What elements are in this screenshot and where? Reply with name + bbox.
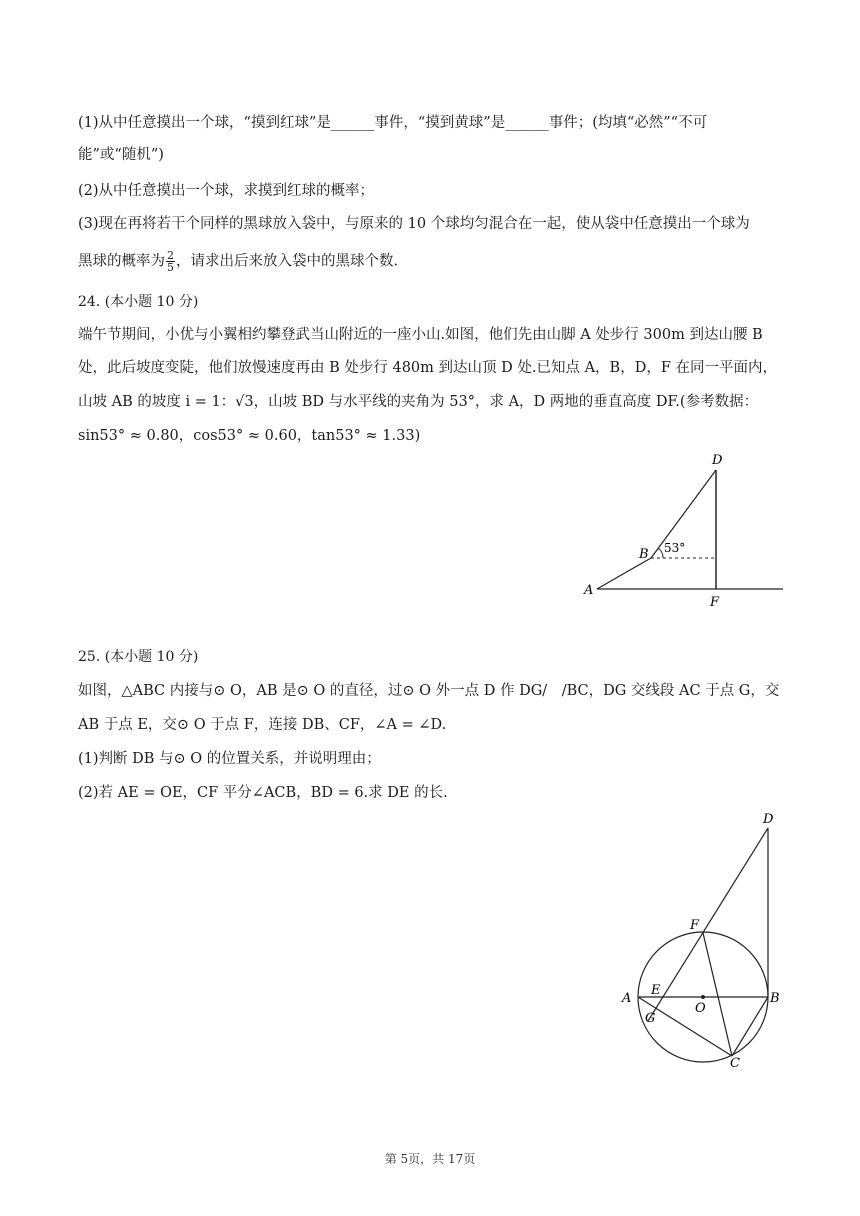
point-label-b: B bbox=[770, 991, 780, 1006]
point-label-e: E bbox=[651, 983, 661, 998]
fraction-two-fifths bbox=[166, 250, 175, 273]
fraction-denominator: 5 bbox=[167, 261, 174, 274]
q25-part1: (1)判断 DB 与⊙ O 的位置关系，并说明理由； bbox=[78, 751, 381, 767]
point-label-a: A bbox=[584, 583, 594, 598]
q23-part2: (2)从中任意摸出一个球，求摸到红球的概率； bbox=[78, 183, 375, 199]
q24-heading: 24. (本小题 10 分) bbox=[78, 294, 199, 310]
page-footer: 第 5页，共 17页 bbox=[384, 1152, 476, 1166]
q25-line2: AB 于点 E，交⊙ O 于点 F，连接 DB、CF，∠A = ∠D. bbox=[78, 717, 447, 733]
q23-part3-text-pre: 黑球的概率为 bbox=[78, 253, 165, 270]
q23-part1-line2: 能”或“随机”) bbox=[78, 147, 164, 163]
point-label-d: D bbox=[712, 453, 723, 468]
q25-line1: 如图，△ABC 内接与⊙ O，AB 是⊙ O 的直径，过⊙ O 外一点 D 作 DG/ /BC，DG 交线段 AC 于点 G，交 bbox=[78, 683, 780, 699]
q23-part3-line1: (3)现在再将若干个同样的黑球放入袋中，与原来的 10 个球均匀混合在一起，使从袋中任意摸出一个球为 bbox=[78, 216, 750, 232]
q24-line1: 端午节期间，小优与小翼相约攀登武当山附近的一座小山.如图，他们先由山脚 A 处步行 300m 到达山腰 B bbox=[78, 327, 763, 343]
q25-part2: (2)若 AE = OE，CF 平分∠ACB，BD = 6.求 DE 的长. bbox=[78, 785, 448, 801]
fraction-numerator: 2 bbox=[167, 249, 174, 262]
q23-part3-text-post: ，请求出后来放入袋中的黑球个数. bbox=[176, 253, 399, 270]
point-label-o: O bbox=[695, 1001, 706, 1016]
q23-part1-line1: (1)从中任意摸出一个球，“摸到红球”是______事件，“摸到黄球”是______事件；(均填“必然”“不可 bbox=[78, 115, 708, 131]
q23-part3-line2 bbox=[78, 250, 398, 273]
point-label-c: C bbox=[730, 1056, 740, 1071]
point-label-f: F bbox=[710, 595, 720, 610]
mountain-slope-figure bbox=[575, 448, 790, 613]
point-label-b: B bbox=[639, 547, 649, 562]
circle-geometry-figure bbox=[615, 808, 795, 1073]
point-label-d: D bbox=[763, 812, 774, 827]
q24-line3: 山坡 AB 的坡度 i = 1：√3，山坡 BD 与水平线的夹角为 53°，求 A，D 两地的垂直高度 DF.(参考数据： bbox=[78, 394, 759, 410]
q25-heading: 25. (本小题 10 分) bbox=[78, 649, 199, 665]
point-label-g: G bbox=[645, 1011, 656, 1026]
q24-line4: sin53° ≈ 0.80，cos53° ≈ 0.60，tan53° ≈ 1.33) bbox=[78, 428, 421, 444]
angle-label: 53° bbox=[664, 541, 686, 555]
point-label-f: F bbox=[690, 918, 700, 933]
point-label-a: A bbox=[622, 991, 632, 1006]
q24-line2: 处，此后坡度变陡，他们放慢速度再由 B 处步行 480m 到达山顶 D 处.已知点 A，B，D，F 在同一平面内， bbox=[78, 360, 777, 376]
